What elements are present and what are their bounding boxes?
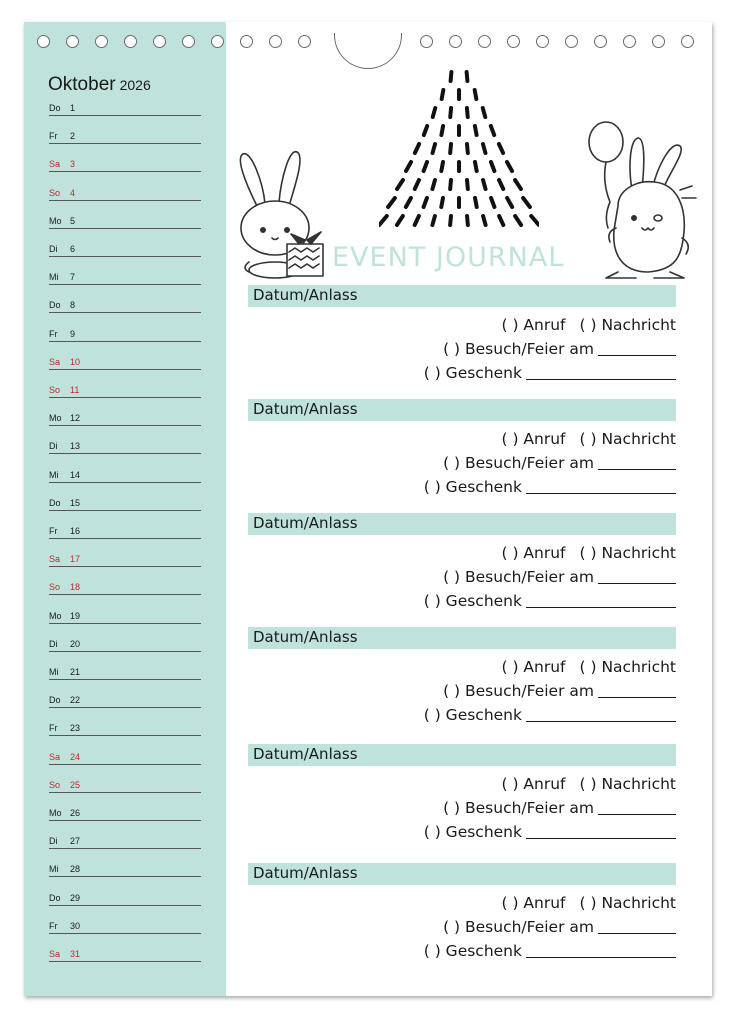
hanger-cutout bbox=[334, 33, 402, 69]
day-number: 24 bbox=[70, 751, 81, 762]
day-row bbox=[49, 271, 201, 285]
day-number: 26 bbox=[70, 808, 81, 818]
weekday-label: Sa bbox=[49, 751, 61, 762]
binding-hole bbox=[623, 35, 636, 48]
day-row bbox=[49, 722, 201, 736]
entry-header-label: Datum/Anlass bbox=[253, 514, 358, 532]
weekday-label: Sa bbox=[49, 159, 61, 170]
day-row bbox=[49, 779, 201, 793]
day-number: 6 bbox=[70, 244, 76, 254]
binding-hole bbox=[681, 35, 694, 48]
day-number: 28 bbox=[70, 864, 81, 875]
gift-blank bbox=[526, 366, 676, 380]
month-year: 2026 bbox=[119, 77, 151, 93]
day-number: 9 bbox=[70, 328, 76, 339]
contact-options-line bbox=[501, 894, 676, 912]
binding-hole bbox=[211, 35, 224, 48]
day-number: 5 bbox=[70, 215, 76, 226]
weekday-label: Mi bbox=[49, 469, 59, 480]
binding-hole bbox=[37, 35, 50, 48]
binding-holes bbox=[24, 35, 712, 51]
contact-options-line bbox=[501, 544, 676, 562]
weekday-label: Fr bbox=[49, 920, 58, 931]
journal-entry bbox=[248, 285, 676, 395]
binding-hole bbox=[536, 35, 549, 48]
entry-header-bar bbox=[248, 513, 676, 535]
day-number: 31 bbox=[70, 949, 81, 959]
weekday-label: Mo bbox=[49, 413, 62, 424]
gift-line bbox=[424, 823, 676, 841]
entry-header-bar bbox=[248, 863, 676, 885]
anruf-option: ( ) Anruf bbox=[501, 658, 566, 676]
dotted-tree-icon bbox=[379, 66, 539, 231]
day-row bbox=[49, 581, 201, 595]
geschenk-option: ( ) Geschenk bbox=[423, 364, 522, 382]
anruf-option: ( ) Anruf bbox=[501, 544, 566, 562]
entry-header-label: Datum/Anlass bbox=[253, 628, 358, 646]
binding-hole bbox=[478, 35, 491, 48]
rabbit-with-balloon-icon bbox=[582, 120, 700, 282]
weekday-label: Mi bbox=[49, 272, 59, 283]
contact-options-line bbox=[501, 316, 676, 334]
nachricht-option: ( ) Nachricht bbox=[579, 658, 676, 676]
day-row bbox=[49, 187, 201, 201]
month-title bbox=[48, 74, 151, 96]
day-row bbox=[49, 384, 201, 398]
weekday-label: So bbox=[49, 187, 61, 198]
weekday-label: Di bbox=[49, 441, 58, 452]
weekday-label: Sa bbox=[49, 554, 61, 565]
geschenk-option: ( ) Geschenk bbox=[423, 592, 522, 610]
day-row bbox=[49, 920, 201, 934]
weekday-label: Do bbox=[49, 497, 61, 508]
gift-line bbox=[424, 478, 676, 496]
besuch-option: ( ) Besuch/Feier am bbox=[443, 682, 594, 700]
day-number: 4 bbox=[70, 187, 76, 198]
binding-hole bbox=[594, 35, 607, 48]
weekday-label: Do bbox=[49, 103, 61, 113]
geschenk-option: ( ) Geschenk bbox=[423, 942, 522, 960]
weekday-label: Mo bbox=[49, 215, 62, 226]
gift-blank bbox=[526, 825, 676, 839]
contact-options-line bbox=[501, 658, 676, 676]
entry-header-label: Datum/Anlass bbox=[253, 864, 358, 882]
journal-entry bbox=[248, 744, 676, 854]
gift-blank bbox=[526, 944, 676, 958]
journal-entry bbox=[248, 627, 676, 737]
nachricht-option: ( ) Nachricht bbox=[579, 316, 676, 334]
day-row bbox=[49, 215, 201, 229]
entry-header-bar bbox=[248, 399, 676, 421]
day-row bbox=[49, 863, 201, 877]
weekday-label: Fr bbox=[49, 526, 58, 536]
day-row bbox=[49, 356, 201, 370]
day-row bbox=[49, 694, 201, 708]
day-row bbox=[49, 807, 201, 821]
nachricht-option: ( ) Nachricht bbox=[579, 894, 676, 912]
entry-header-bar bbox=[248, 744, 676, 766]
weekday-label: Do bbox=[49, 300, 61, 311]
visit-line bbox=[443, 568, 676, 586]
day-row bbox=[49, 130, 201, 144]
day-row bbox=[49, 328, 201, 342]
anruf-option: ( ) Anruf bbox=[501, 775, 566, 793]
gift-line bbox=[424, 592, 676, 610]
binding-hole bbox=[124, 35, 137, 48]
nachricht-option: ( ) Nachricht bbox=[579, 544, 676, 562]
day-row bbox=[49, 638, 201, 652]
visit-date-blank bbox=[598, 456, 676, 470]
binding-hole bbox=[507, 35, 520, 48]
weekday-label: Di bbox=[49, 244, 58, 254]
day-number: 10 bbox=[70, 356, 81, 367]
entry-header-label: Datum/Anlass bbox=[253, 745, 358, 763]
gift-line bbox=[424, 706, 676, 724]
besuch-option: ( ) Besuch/Feier am bbox=[443, 918, 594, 936]
weekday-label: Sa bbox=[49, 949, 61, 959]
day-number: 1 bbox=[70, 103, 76, 113]
day-row bbox=[49, 440, 201, 454]
day-row bbox=[49, 243, 201, 257]
visit-date-blank bbox=[598, 342, 676, 356]
day-number: 17 bbox=[70, 554, 81, 565]
day-number: 27 bbox=[70, 836, 81, 847]
geschenk-option: ( ) Geschenk bbox=[423, 706, 522, 724]
weekday-label: Mo bbox=[49, 808, 62, 818]
day-row bbox=[49, 497, 201, 511]
day-number: 23 bbox=[70, 723, 81, 734]
anruf-option: ( ) Anruf bbox=[501, 894, 566, 912]
day-number: 29 bbox=[70, 892, 81, 903]
weekday-label: Di bbox=[49, 638, 58, 649]
geschenk-option: ( ) Geschenk bbox=[423, 823, 522, 841]
binding-hole bbox=[182, 35, 195, 48]
nachricht-option: ( ) Nachricht bbox=[579, 775, 676, 793]
weekday-label: So bbox=[49, 385, 61, 395]
day-number: 25 bbox=[70, 779, 81, 790]
journal-title: EVENT JOURNAL bbox=[332, 242, 565, 273]
entry-header-bar bbox=[248, 285, 676, 307]
visit-line bbox=[443, 340, 676, 358]
binding-hole bbox=[95, 35, 108, 48]
weekday-label: Mi bbox=[49, 864, 59, 875]
weekday-label: Do bbox=[49, 695, 61, 706]
weekday-label: Fr bbox=[49, 723, 58, 734]
journal-entry bbox=[248, 513, 676, 623]
binding-hole bbox=[565, 35, 578, 48]
day-number: 13 bbox=[70, 441, 81, 452]
weekday-label: Sa bbox=[49, 356, 61, 367]
month-name: Oktober bbox=[48, 74, 116, 95]
anruf-option: ( ) Anruf bbox=[501, 430, 566, 448]
weekday-label: Mi bbox=[49, 667, 59, 677]
entry-header-bar bbox=[248, 627, 676, 649]
visit-date-blank bbox=[598, 684, 676, 698]
binding-hole bbox=[420, 35, 433, 48]
gift-blank bbox=[526, 708, 676, 722]
visit-date-blank bbox=[598, 801, 676, 815]
gift-line bbox=[424, 942, 676, 960]
weekday-label: Do bbox=[49, 892, 61, 903]
day-row bbox=[49, 948, 201, 962]
day-row bbox=[49, 412, 201, 426]
visit-line bbox=[443, 918, 676, 936]
day-number: 18 bbox=[70, 582, 81, 593]
contact-options-line bbox=[501, 775, 676, 793]
geschenk-option: ( ) Geschenk bbox=[423, 478, 522, 496]
besuch-option: ( ) Besuch/Feier am bbox=[443, 454, 594, 472]
day-row bbox=[49, 751, 201, 765]
binding-hole bbox=[240, 35, 253, 48]
day-number: 11 bbox=[70, 385, 80, 395]
besuch-option: ( ) Besuch/Feier am bbox=[443, 799, 594, 817]
gift-blank bbox=[526, 594, 676, 608]
day-number: 16 bbox=[70, 526, 81, 536]
day-row bbox=[49, 469, 201, 483]
day-row bbox=[49, 610, 201, 624]
day-number: 21 bbox=[70, 667, 81, 677]
besuch-option: ( ) Besuch/Feier am bbox=[443, 340, 594, 358]
day-row bbox=[49, 666, 201, 680]
binding-hole bbox=[298, 35, 311, 48]
weekday-label: So bbox=[49, 779, 61, 790]
day-number: 15 bbox=[70, 497, 81, 508]
weekday-label: So bbox=[49, 582, 61, 593]
gift-line bbox=[424, 364, 676, 382]
binding-hole bbox=[449, 35, 462, 48]
journal-entry bbox=[248, 863, 676, 973]
visit-date-blank bbox=[598, 920, 676, 934]
rabbit-with-gift-icon bbox=[229, 146, 334, 281]
gift-blank bbox=[526, 480, 676, 494]
journal-entry bbox=[248, 399, 676, 509]
binding-hole bbox=[269, 35, 282, 48]
day-row bbox=[49, 158, 201, 172]
anruf-option: ( ) Anruf bbox=[501, 316, 566, 334]
binding-hole bbox=[66, 35, 79, 48]
day-row bbox=[49, 525, 201, 539]
day-row bbox=[49, 553, 201, 567]
day-row bbox=[49, 892, 201, 906]
day-number: 30 bbox=[70, 920, 81, 931]
visit-line bbox=[443, 682, 676, 700]
day-number: 14 bbox=[70, 469, 81, 480]
binding-hole bbox=[153, 35, 166, 48]
day-row bbox=[49, 299, 201, 313]
day-number: 22 bbox=[70, 695, 81, 706]
entry-header-label: Datum/Anlass bbox=[253, 400, 358, 418]
weekday-label: Fr bbox=[49, 131, 58, 142]
day-row bbox=[49, 102, 201, 116]
visit-line bbox=[443, 799, 676, 817]
binding-hole bbox=[652, 35, 665, 48]
day-row bbox=[49, 835, 201, 849]
day-number: 12 bbox=[70, 413, 81, 424]
entry-header-label: Datum/Anlass bbox=[253, 286, 358, 304]
day-number: 19 bbox=[70, 610, 81, 621]
weekday-label: Di bbox=[49, 836, 58, 847]
day-number: 20 bbox=[70, 638, 81, 649]
day-number: 8 bbox=[70, 300, 76, 311]
weekday-label: Fr bbox=[49, 328, 58, 339]
day-number: 7 bbox=[70, 272, 76, 283]
visit-date-blank bbox=[598, 570, 676, 584]
day-number: 2 bbox=[70, 131, 76, 142]
visit-line bbox=[443, 454, 676, 472]
besuch-option: ( ) Besuch/Feier am bbox=[443, 568, 594, 586]
nachricht-option: ( ) Nachricht bbox=[579, 430, 676, 448]
contact-options-line bbox=[501, 430, 676, 448]
weekday-label: Mo bbox=[49, 610, 62, 621]
calendar-page bbox=[24, 22, 712, 996]
day-number: 3 bbox=[70, 159, 76, 170]
